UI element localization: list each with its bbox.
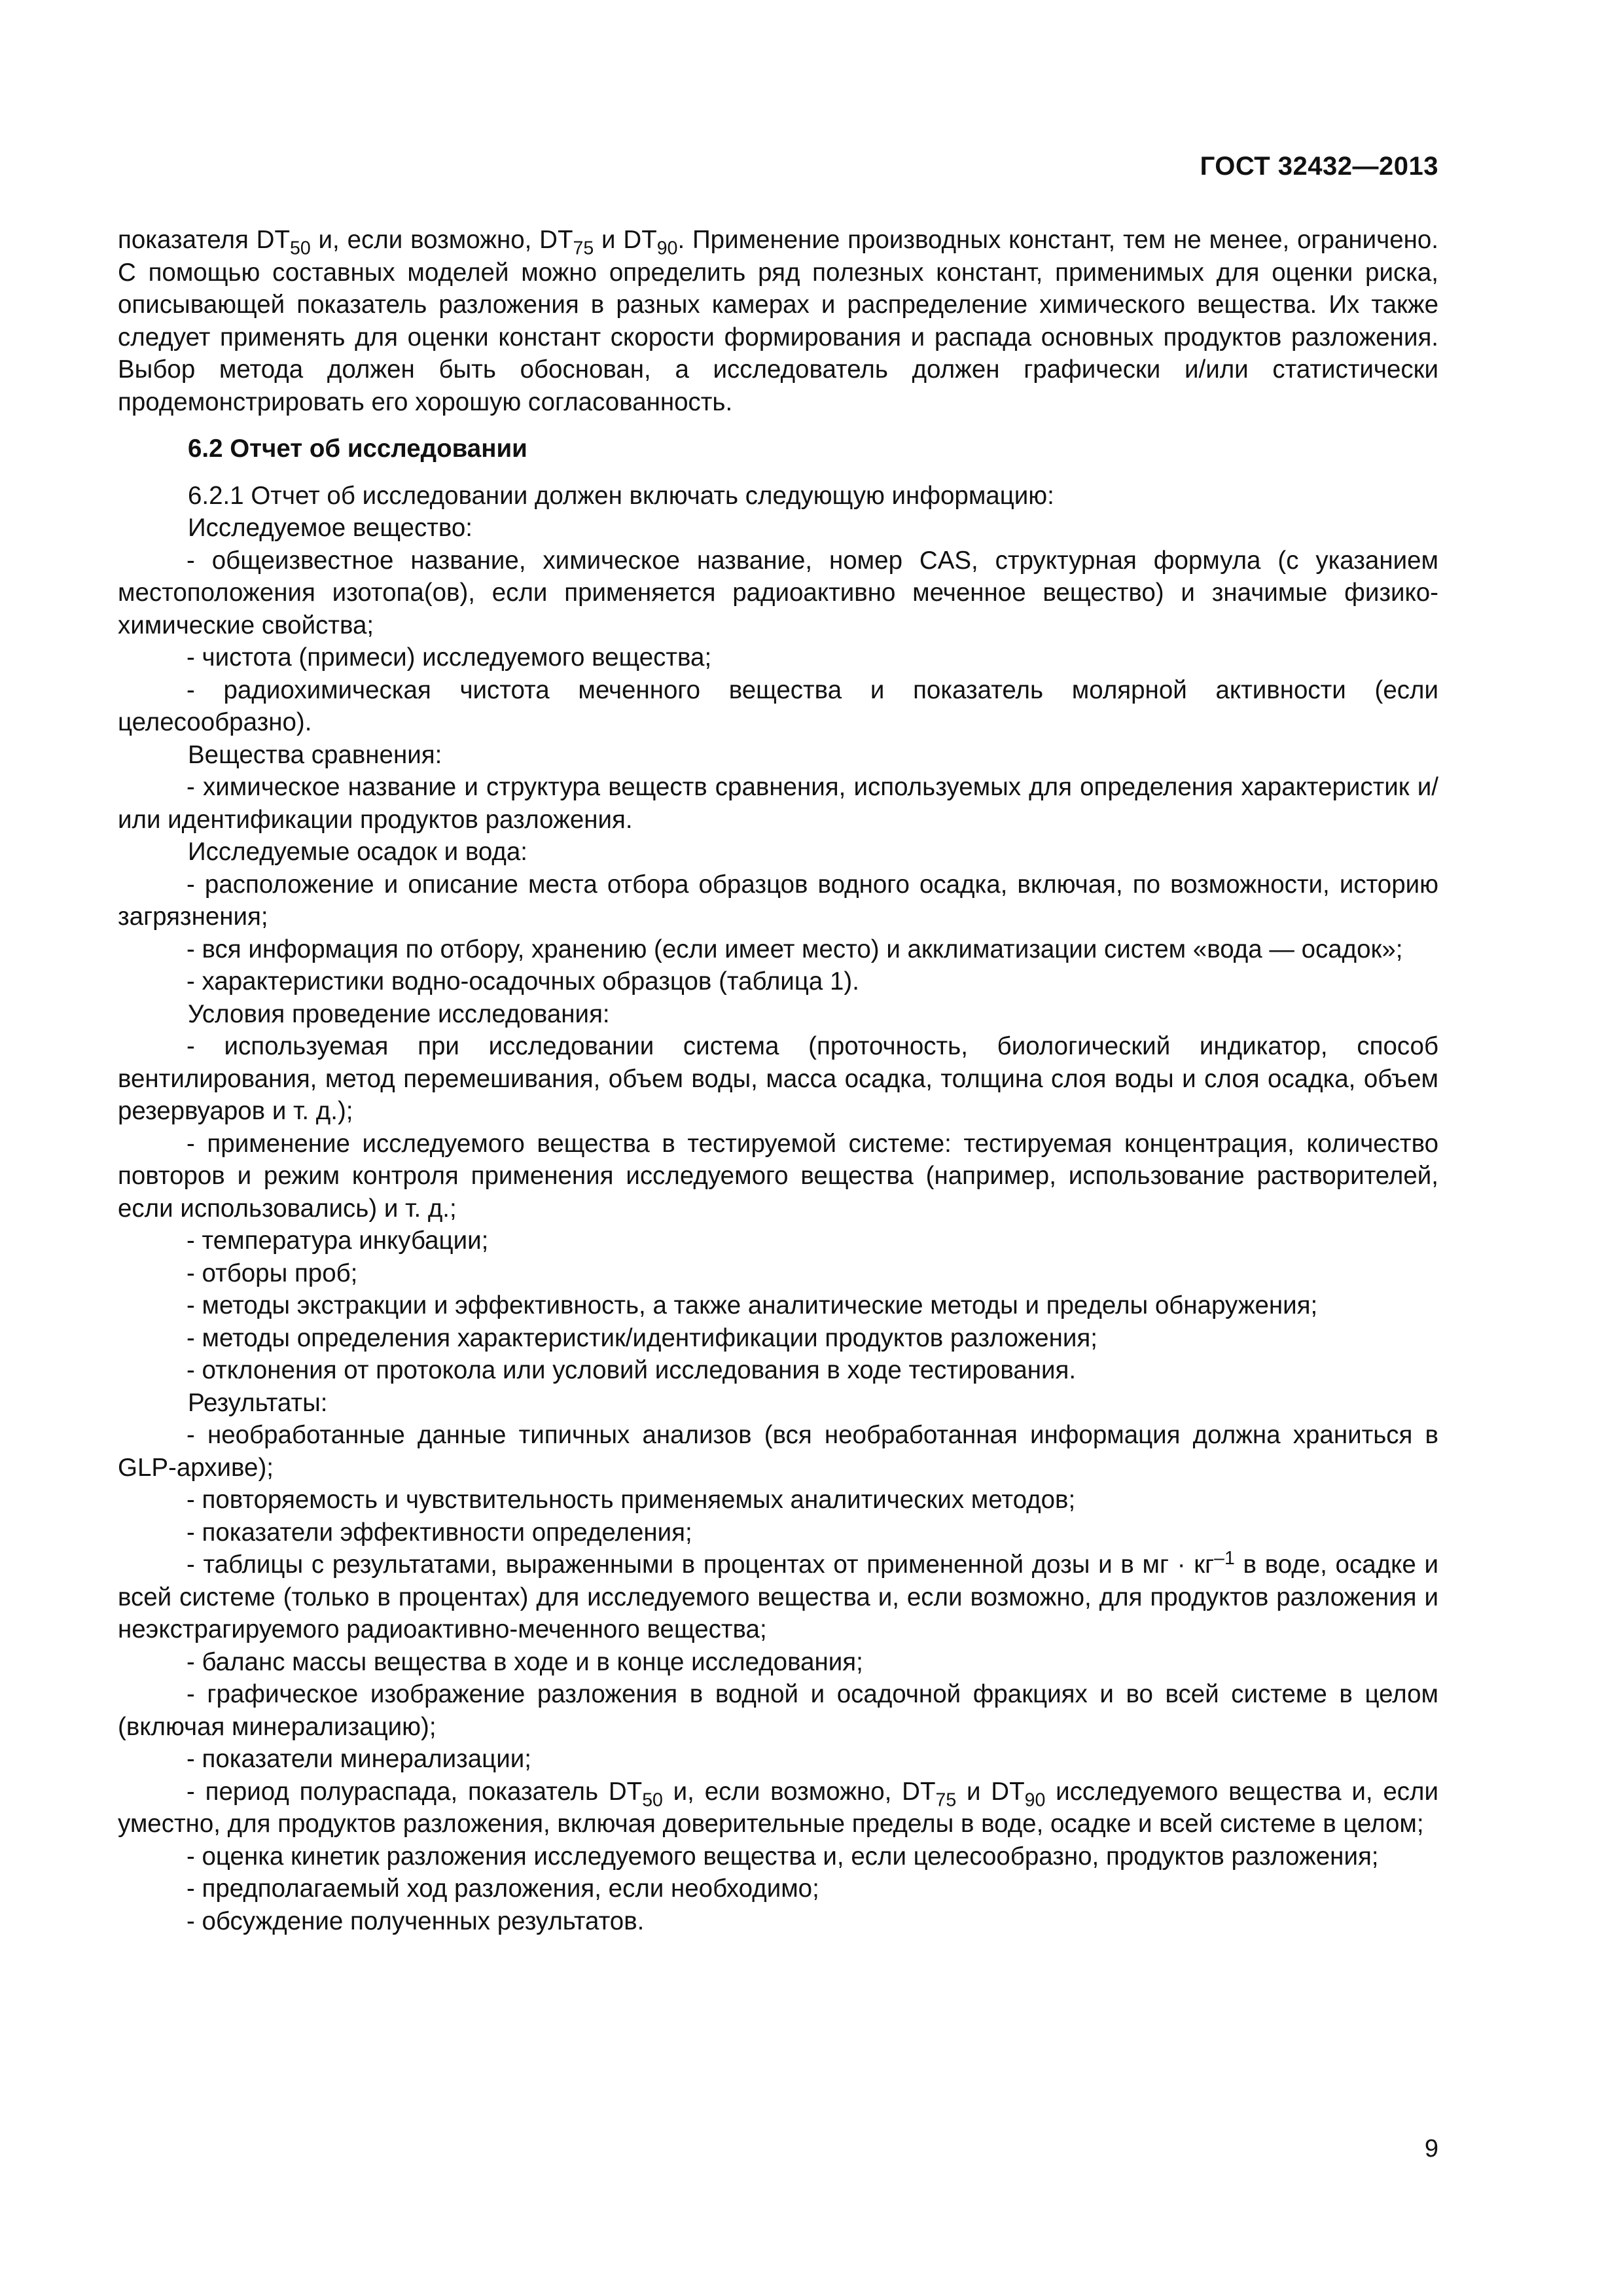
section-heading: 6.2 Отчет об исследовании bbox=[188, 435, 527, 463]
list-item: - предполагаемый ход разложения, если необходимо; bbox=[187, 1874, 819, 1903]
list-item: - методы определения характеристик/идентификации продуктов разложения; bbox=[187, 1323, 1097, 1352]
list-item: - химическое название и структура веществ сравнения, используемых для определения характеристик и/или идентификации продуктов разложения. bbox=[118, 773, 1438, 834]
list-item: - баланс массы вещества в ходе и в конце исследования; bbox=[187, 1647, 863, 1676]
list-item: - повторяемость и чувствительность применяемых аналитических методов; bbox=[187, 1486, 1076, 1514]
list-item: - характеристики водно-осадочных образцов (таблица 1). bbox=[187, 967, 859, 996]
list-item: - общеизвестное название, химическое название, номер CAS, структурная формула (с указанием местоположения изотопа(ов), если применяется радиоактивно меченное вещество) и значимые физико-химические свойства; bbox=[118, 546, 1438, 639]
list-item: - оценка кинетик разложения исследуемого вещества и, если целесообразно, продуктов разложения; bbox=[187, 1842, 1379, 1871]
list-item: - методы экстракции и эффективность, а также аналитические методы и пределы обнаружения; bbox=[187, 1291, 1318, 1319]
list-item: - отборы проб; bbox=[187, 1259, 358, 1287]
subscript: 75 bbox=[935, 1789, 957, 1810]
list-item: - период полураспада, показатель $DT_{50}$ и, если возможно, $DT_{75}$ и $DT_{90}$ исследуемого вещества и, если уместно, для продуктов разложения, включая доверительные пределы в воде, осадке и всей системе в целом; bbox=[118, 1777, 1438, 1838]
list-item: - радиохимическая чистота меченного вещества и показатель молярной активности (если целесообразно). bbox=[118, 675, 1438, 736]
list-item: - расположение и описание места отбора образцов водного осадка, включая, по возможности, историю загрязнения; bbox=[118, 870, 1438, 931]
list-item: - показатели эффективности определения; bbox=[187, 1518, 692, 1547]
subheading-test-substance: Исследуемое вещество: bbox=[188, 514, 473, 542]
list-item: - чистота (примеси) исследуемого вещества; bbox=[187, 643, 712, 672]
subheading-results: Результаты: bbox=[188, 1388, 328, 1417]
subscript: 50 bbox=[289, 238, 311, 259]
list-item: - обсуждение полученных результатов. bbox=[187, 1907, 645, 1935]
list-item: - показатели минерализации; bbox=[187, 1745, 531, 1773]
list-item: - используемая при исследовании система (проточность, биологический индикатор, способ вентилирования, метод перемешивания, объем воды, масса осадка, толщина слоя воды и слоя осадка, объем резервуаров и т. д.); bbox=[118, 1032, 1438, 1125]
subscript: 90 bbox=[1024, 1789, 1046, 1810]
subscript: 50 bbox=[642, 1789, 663, 1810]
subscript: 90 bbox=[656, 238, 678, 259]
list-item: - таблицы с результатами, выраженными в процентах от примененной дозы и в мг · $кг^{-1}$ в воде, осадке и всей системе (только в процентах) для исследуемого вещества и, если возможно, для продуктов разложения и неэкстрагируемого радиоактивно-меченного вещества; bbox=[118, 1548, 1438, 1643]
clause-paragraph: 6.2.1 Отчет об исследовании должен включать следующую информацию: bbox=[188, 481, 1054, 510]
list-item: - графическое изображение разложения в водной и осадочной фракциях и во всей системе в целом (включая минерализацию); bbox=[118, 1680, 1438, 1741]
subscript: 75 bbox=[573, 238, 594, 259]
subheading-sediment-water: Исследуемые осадок и вода: bbox=[188, 838, 527, 866]
subheading-reference-substances: Вещества сравнения: bbox=[188, 740, 442, 769]
intro-paragraph: показателя $DT_{50}$ и, если возможно, $DT_{75}$ и $DT_{90}$. Применение производных констант, тем не менее, ограничено. С помощью составных моделей можно определить ряд полезных констант, применимых для оценки риска, описывающей показатель разложения в разных камерах и распределение химического вещества. Их также следует применять для оценки констант скорости формирования и распада основных продуктов разложения. Выбор метода должен быть обоснован, а исследователь должен графически и/или статистически продемонстрировать его хорошую согласованность. bbox=[118, 226, 1438, 416]
list-item: - температура инкубации; bbox=[187, 1227, 489, 1255]
page-number: 9 bbox=[1424, 2135, 1438, 2162]
document-code: ГОСТ 32432—2013 bbox=[1200, 152, 1438, 181]
list-item: - необработанные данные типичных анализов (вся необработанная информация должна храниться в GLP-архиве); bbox=[118, 1421, 1438, 1482]
superscript: –1 bbox=[1214, 1548, 1235, 1570]
list-item: - применение исследуемого вещества в тестируемой системе: тестируемая концентрация, количество повторов и режим контроля применения исследуемого вещества (например, использование растворителей, если использовались) и т. д.; bbox=[118, 1129, 1438, 1223]
document-body bbox=[118, 224, 1438, 1937]
subheading-conditions: Условия проведение исследования: bbox=[188, 999, 610, 1028]
list-item: - вся информация по отбору, хранению (если имеет место) и акклиматизации систем «вода — осадок»; bbox=[187, 935, 1403, 963]
list-item: - отклонения от протокола или условий исследования в ходе тестирования. bbox=[187, 1356, 1077, 1384]
